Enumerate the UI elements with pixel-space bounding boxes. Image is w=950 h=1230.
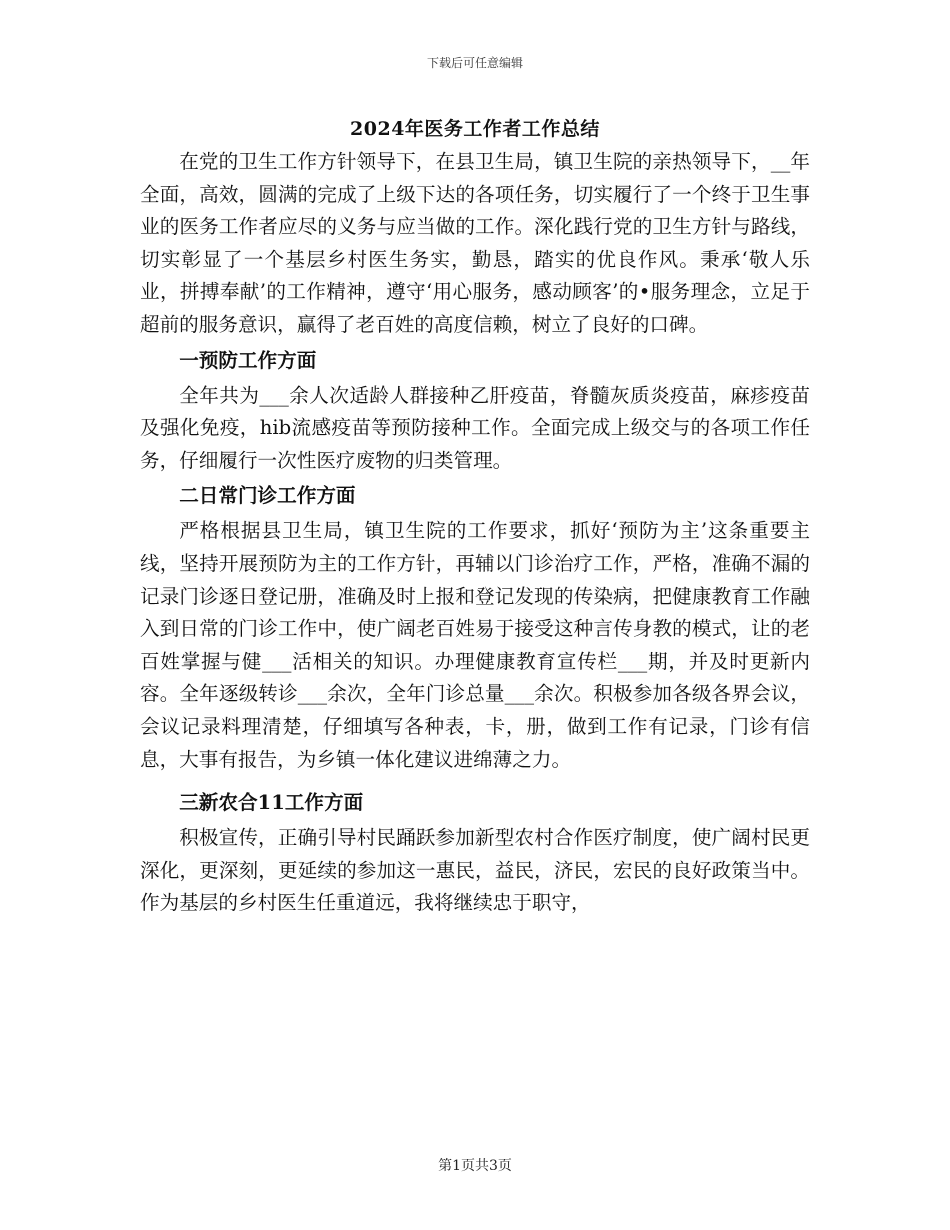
page-number: 第1页共3页: [438, 1158, 512, 1174]
section-body-rural-cooperative: 积极宣传，正确引导村民踊跃参加新型农村合作医疗制度，使广阔村民更深化，更深刻，更延续的参加这一惠民，益民，济民，宏民的良好政策当中。作为基层的乡村医生任重道远，我将继续忠于职守，: [140, 826, 810, 915]
intro-paragraph: 在党的卫生工作方针领导下，在县卫生局，镇卫生院的亲热领导下，__年全面，高效，圆满的完成了上级下达的各项任务，切实履行了一个终于卫生事业的医务工作者应尽的义务与应当做的工作。深化践行党的卫生方针与路线，切实彰显了一个基层乡村医生务实，勤恳，踏实的优良作风。秉承‘敬人乐业，拼搏奉献’的工作精神，遵守‘用心服务，感动顾客’的•服务理念，立足于超前的服务意识，赢得了老百姓的高度信赖，树立了良好的口碑。: [140, 150, 810, 336]
document-title: 2024年医务工作者工作总结: [350, 118, 600, 140]
document-body: [140, 146, 810, 920]
section-heading-prevention: 一预防工作方面: [179, 348, 317, 372]
section-body-prevention: 全年共为___余人次适龄人群接种乙肝疫苗，脊髓灰质炎疫苗，麻疹疫苗及强化免疫，hib流感疫苗等预防接种工作。全面完成上级交与的各项工作任务，仔细履行一次性医疗废物的归类管理。: [140, 383, 810, 472]
section-body-outpatient: 严格根据县卫生局，镇卫生院的工作要求，抓好‘预防为主’这条重要主线，坚持开展预防为主的工作方针，再辅以门诊治疗工作，严格，准确不漏的记录门诊逐日登记册，准确及时上报和登记发现的传染病，把健康教育工作融入到日常的门诊工作中，使广阔老百姓易于接受这种言传身教的模式，让的老百姓掌握与健___活相关的知识。办理健康教育宣传栏___期，并及时更新内容。全年逐级转诊___余次，全年门诊总量___余次。积极参加各级各界会议，会议记录料理清楚，仔细填写各种表，卡，册，做到工作有记录，门诊有信息，大事有报告，为乡镇一体化建议进绵薄之力。: [140, 519, 810, 771]
section-heading-rural-cooperative: 三新农合11工作方面: [179, 791, 364, 815]
section-heading-outpatient: 二日常门诊工作方面: [179, 484, 356, 508]
page-header-note: 下载后可任意编辑: [426, 56, 523, 70]
